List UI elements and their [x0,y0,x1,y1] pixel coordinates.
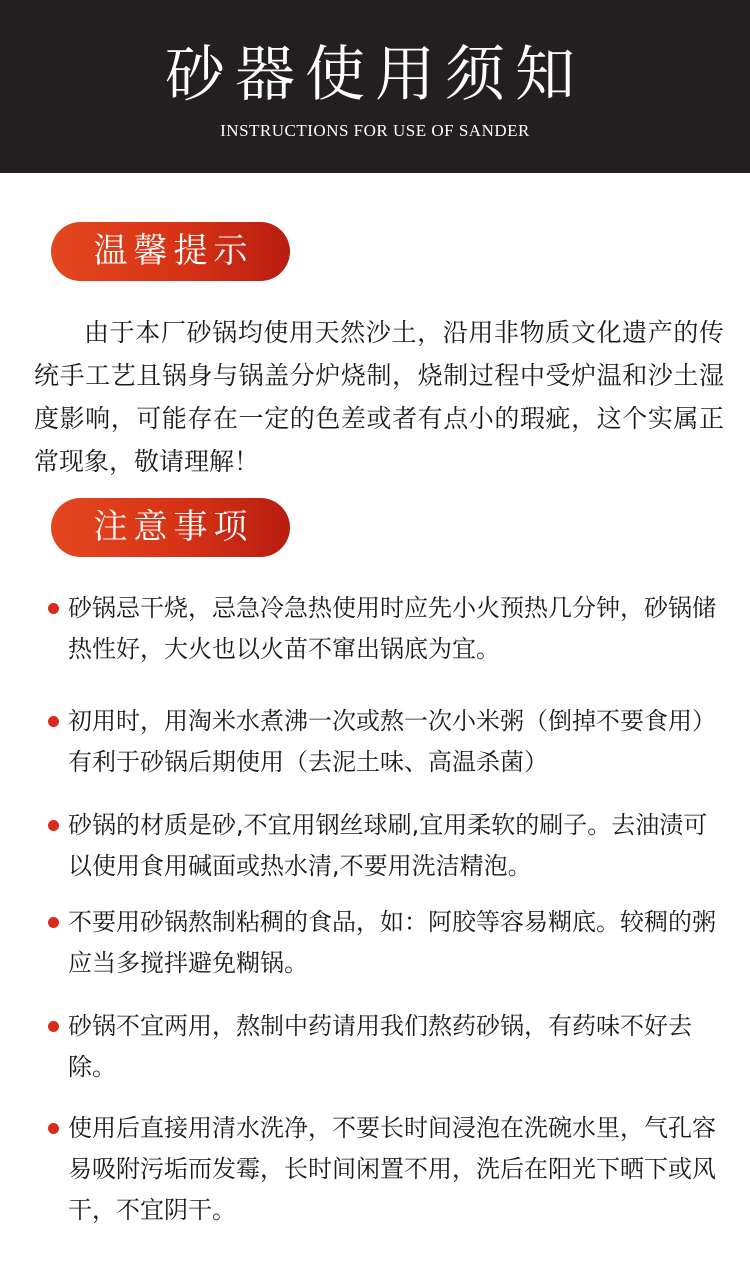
note-item [68,1006,728,1088]
notes-heading-badge: 注意事项 [51,498,290,557]
bullet-dot-icon [48,1123,59,1134]
tip-heading-badge: 温馨提示 [51,222,290,281]
bullet-dot-icon [48,603,59,614]
note-text: 初用时，用淘米水煮沸一次或熬一次小米粥（倒掉不要食用）有利于砂锅后期使用（去泥土味、高温杀菌） [68,707,716,776]
note-text: 砂锅的材质是砂,不宜用钢丝球刷,宜用柔软的刷子。去油渍可以使用食用碱面或热水清,不要用洗洁精泡。 [68,811,708,880]
note-item [68,701,728,783]
note-item [68,805,728,887]
bullet-dot-icon [48,716,59,727]
bullet-dot-icon [48,1021,59,1032]
bullet-dot-icon [48,917,59,928]
page-subtitle: INSTRUCTIONS FOR USE OF SANDER [220,121,530,140]
page-title: 砂器使用须知 [165,40,585,110]
note-text: 不要用砂锅熬制粘稠的食品，如：阿胶等容易糊底。较稠的粥应当多搅拌避免糊锅。 [68,908,716,977]
note-text: 砂锅忌干烧，忌急冷急热使用时应先小火预热几分钟，砂锅储热性好，大火也以火苗不窜出锅底为宜。 [68,594,716,663]
note-text: 砂锅不宜两用，熬制中药请用我们熬药砂锅，有药味不好去除。 [68,1012,692,1081]
note-item [68,588,728,670]
note-item [68,1108,728,1231]
tip-paragraph: 由于本厂砂锅均使用天然沙土，沿用非物质文化遗产的传统手工艺且锅身与锅盖分炉烧制，烧制过程中受炉温和沙土湿度影响，可能存在一定的色差或者有点小的瑕疵，这个实属正常现象，敬请理解！ [34,318,724,476]
note-item [68,902,728,984]
bullet-dot-icon [48,820,59,831]
note-text: 使用后直接用清水洗净，不要长时间浸泡在洗碗水里，气孔容易吸附污垢而发霉，长时间闲置不用，洗后在阳光下晒下或风干，不宜阴干。 [68,1114,716,1224]
